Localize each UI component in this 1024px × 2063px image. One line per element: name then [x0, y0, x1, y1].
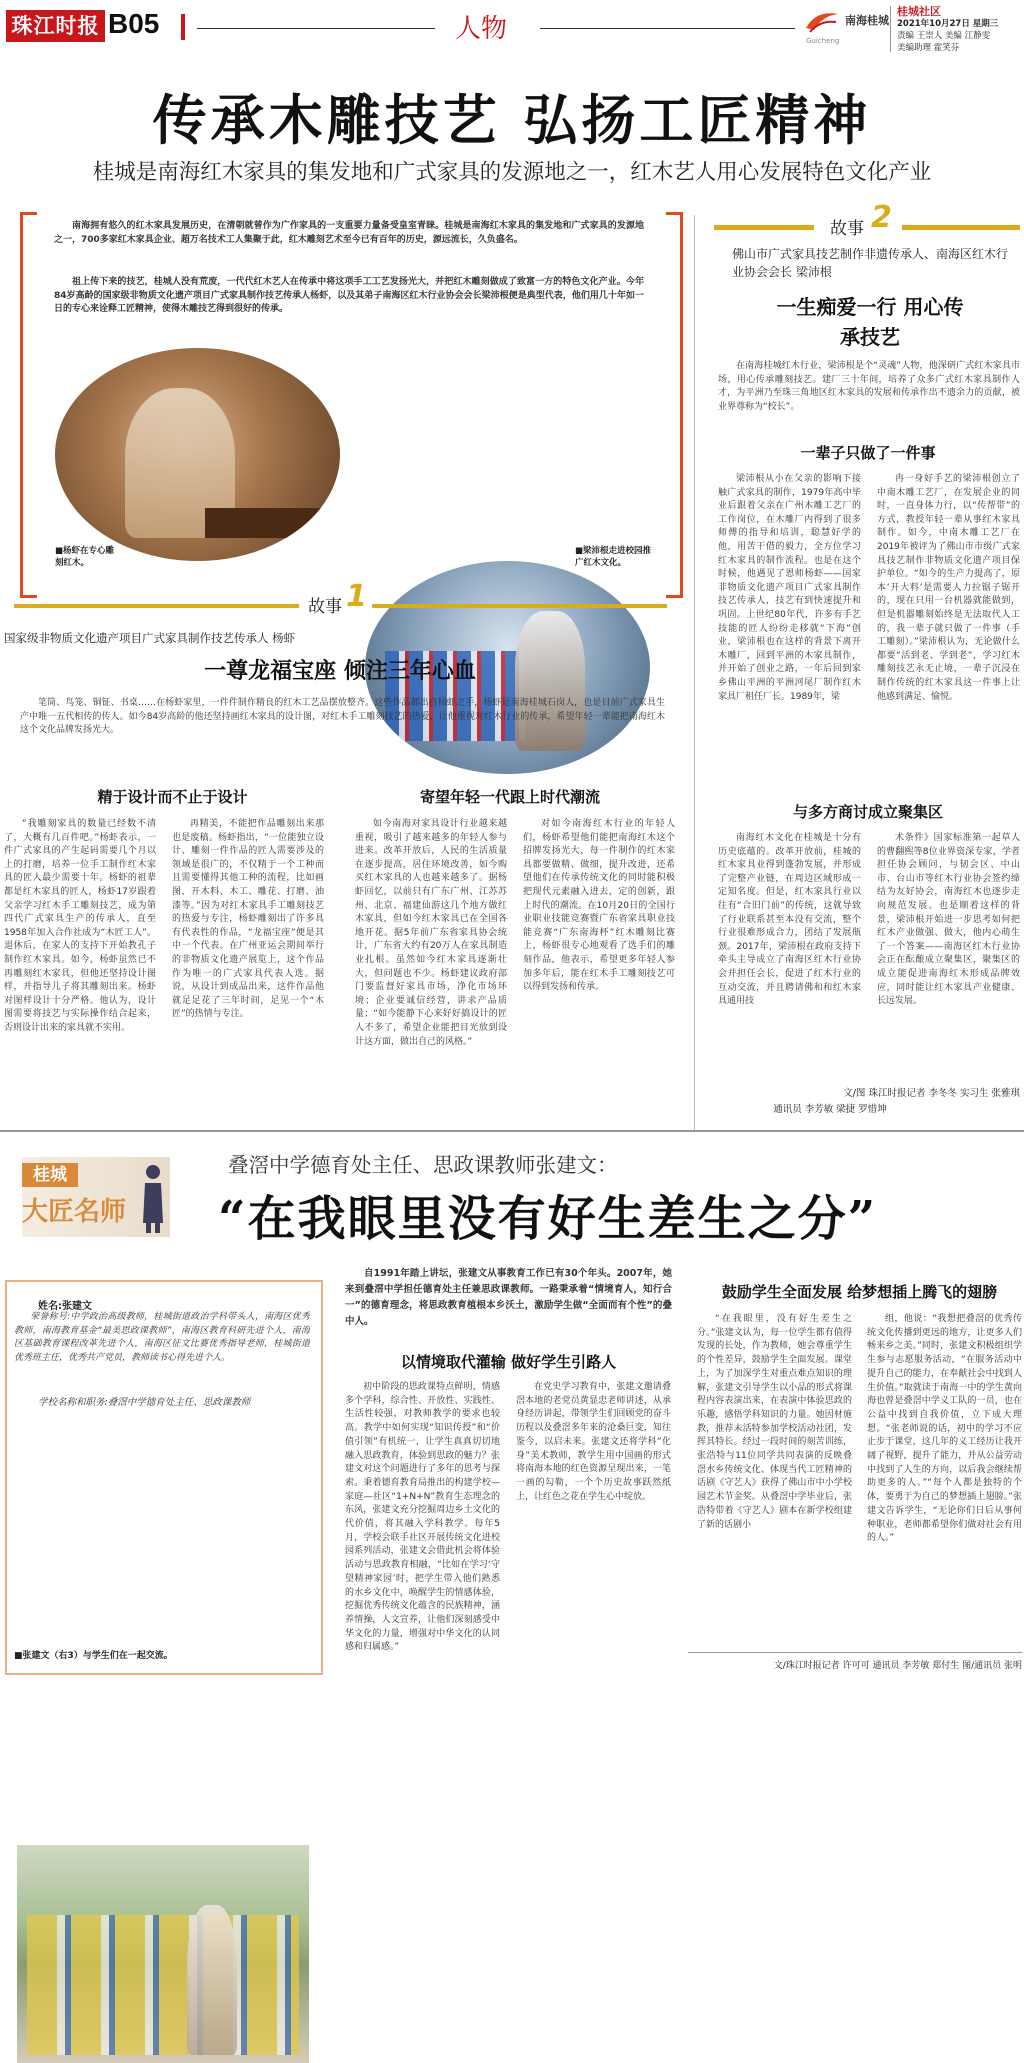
feature1-headline: 传承木雕技艺 弘扬工匠精神: [152, 88, 872, 152]
feature2-byline-rule: [688, 1652, 1022, 1653]
badge-line-2: 大匠名师: [22, 1197, 127, 1227]
story2-section1-col2: 冉一身好手艺的梁沛根创立了中南木雕工艺厂，在发展企业的同时，一直身体力行，以“传帮带”的方式，教授年轻一辈从事红木家具制作。如今，中南木雕工艺厂在2019年被评为了佛山市市级广式家具技艺制作非物质文化遗产项目保护单位。“如今的生产力提高了，原本‘开大料’是需要人力拉锯子锯开的，现在只用一台机器就能做到，但是机器雕刻始终是无法取代人工的，我一辈子就只做了一件事（手工雕刻）。”梁沛根认为，无论做什么都要“活到老、学到老”，学习红木雕刻技艺永无止境，一辈子沉浸在制作传统的红木家具这一件事上让他感到满足、愉悦。: [877, 474, 1020, 702]
intro-bracket-right: [666, 212, 683, 598]
story2-section1-title: 一辈子只做了一件事: [800, 444, 936, 462]
rule-right: [540, 28, 795, 29]
brand-name: 南海桂城: [845, 14, 889, 27]
story1-section1-col1: “我雕刻家具的数量已经数不清了，大概有几百件吧。”杨虾表示，一件广式家具的产生起码需要几个月以上的打磨，培养一位手工制作红木家具的匠人最少需要十年。杨虾的祖辈都是红木家具的匠人，杨虾17岁跟着父亲学习红木手工雕刻技艺，成为第四代广式家具生产的传承人，直至1958年加入合作社成为“木匠工人”。退休后，在家人的支持下开始教孔子制作红木家具。如今，杨虾虽然已不再雕刻红木家具，但他还坚持设计图样，并指导儿子将其雕刻出来。杨虾对图样设计十分严格。他认为，设计图需要将技艺与实际操作结合起来，否则设计出来的家具就不实用。: [4, 819, 156, 1033]
editor-credit: 责编 王崇人 美编 江静雯: [897, 31, 991, 41]
section-name: 人物: [455, 14, 508, 44]
story1-rule-right: [372, 604, 667, 608]
badge-line-1: 桂城: [22, 1163, 78, 1187]
story2-title: 一生痴爱一行 用心传承技艺: [776, 295, 964, 349]
feature2-section1-title: 以情境取代灌输 做好学生引路人: [400, 1353, 617, 1371]
photo-yang-xia-carving: [55, 348, 340, 561]
profile-name: 姓名:张建文: [38, 1301, 92, 1312]
rule-left: [197, 28, 435, 29]
feature2-section1-col1: 初中阶段的思政课特点鲜明，情感多个学科，综合性、开放性、实践性、生活性较强，对教师教学的要求也较高。教学中如何实现“知识传授”和“价值引领”有机统一，让学生真真切切地融入思政教育，体验到思政的魅力？张建文对这个问题进行了多年的思考与探索。秉着德育教育局推出的构建学校—家庭—社区“1+N+N”教育生态理念的东风，张建文充分挖掘周边乡土文化的代价值，将其融入学科教学。每年5月，学校会联手社区开展传统文化进校园系列活动，张建文会借此机会将体验活动与思政教育相融，“比如在学习‘守望精神家园’时，把学生带入他们熟悉的水乡文化中，唤醒学生的情感体验，挖掘优秀传统文化蕴含的民族精神，涵养情操，人文宣养，让他们深刻感受中华文化的力量，增强对中华文化的认同感和归属感。”: [345, 1382, 500, 1653]
story2-rule-left: [714, 225, 814, 230]
page-number-bar: [181, 14, 185, 40]
teacher-figure: [187, 1905, 237, 2055]
masthead-divider: [890, 6, 891, 52]
badge-figure-icon: [140, 1163, 166, 1233]
feature2-headline: “在我眼里没有好生差生之分”: [218, 1191, 878, 1247]
story2-section2-col1: 南海红木文化在桂城是十分有历史底蕴的。改革开放前，桂城的红木家具业得到蓬勃发展，并形成了完整产业链，在周边区域形成一定知名度。但是，红木家具行业以往有“合旧门前”的传统，这就导致了行业联系甚至本没有交流，整个行业很难形成合力，团结了发展瓶颈。2017年，梁沛根在政府支持下牵头主导成立了南海区红木行业协会并担任会长，促进了红木行业的互动交流，并且聘请佛和和红木家具通用技: [718, 833, 861, 1007]
photo-teacher-with-students: [17, 1845, 309, 2063]
profile-honors: 荣誉称号:中学政治高级教师，桂城街道政治学科带头人，南海区优秀教师，南海教育基金“最美思政课教师”，南海区教育科研先进个人，南海区基础教育课程改革先进个人，南海区征文比赛优秀指导老师，桂城街道优秀班主任，优秀共产党员，教师读书心得先进个人。: [14, 1312, 310, 1363]
story1-label: 故事: [308, 597, 342, 617]
story2-person: 佛山市广式家具技艺制作非遗传承人、南海区红木行业协会会长 梁沛根: [732, 247, 1009, 279]
column-divider: [694, 215, 695, 1130]
feature2-kicker: 叠滘中学德育处主任、思政课教师张建文：: [228, 1153, 618, 1177]
story1-section2-col1: 如今南海对家具设计行业越来越重视，吸引了越来越多的年轻人参与进来。改革开放后，人民的生活质量在逐步提高，居住环境改善，如今购买红木家具的人也越来越多了。据杨虾回忆，以前只有广东广州、江苏苏州、北京、福建仙游这几个地方做红木家具，但如今红木家具已在全国各地开花。据5年前广东省家具协会统计，广东省大约有20万人在家具制造业扎根。虽然如今红木家具逐渐壮大，但问题也不少。杨虾建议政府部门要监督好家具市场，净化市场环境；企业要诚信经营，讲求产品质量；“如今能静下心来好好搞设计的匠人不多了，希望企业能把目光放到设计这方面，做出自己的风格。”: [355, 819, 507, 1047]
story1-section2-title: 寄望年轻一代跟上时代潮流: [419, 788, 600, 806]
intro-paragraph-1: 南海拥有悠久的红木家具发展历史，在清朝就曾作为广作家具的一支重要力量备受皇室青睐。桂城是南海红木家具的集发地和广式家具的发源地之一，700多家红木家具企业、超万名技术工人集聚于此，红木雕刻艺术至今已有百年的历史，源远流长，久负盛名。: [54, 221, 644, 245]
byline-1: 文/图 珠江时报记者 李冬冬 实习生 张雅琪: [843, 1088, 1020, 1099]
feature2-section1-col2: 在党史学习教育中，张建文邀请叠滘本地的老党员黄显忠老师讲述，从承身经历讲起，带领学生们回顾党的奋斗历程以及叠滘多年来的沧桑巨变，知往鉴今，以启未来。张建文还将学科“化身”美术教师，教学生用中国画的形式将南海本地的红色资源呈现出来，一笔一画的勾勒，一个个历史故事跃然纸上，让红色之花在学生心中绽放。: [516, 1382, 671, 1502]
photo2-caption: ■梁沛根走进校园推广红木文化。: [575, 546, 652, 568]
story2-section1-col1: 梁沛根从小在父亲的影响下接触广式家具的制作，1979年高中毕业后跟着父亲在广州木雕工艺厂的工作岗位，在木雕厂内得到了很多师傅的指导和培训，聪慧好学的他，用苦干借的毅力，全方位学习红木家具的制作流程。也是在这个时候，他遇见了恩师杨虾——国家非物质文化遗产项目广式家具制作技艺传承人，技艺有到快速提升和巩固。上世纪80年代，许多有手艺技能的匠人纷纷走移就“下海”创业，梁沛根也在这样的背景下离开木雕厂，回到平洲的木家具制作，并开始了创业之路，一年后回到家乡佛山平洲的平洲河尾厂制作红木家具厂租任厂长。1989年，梁: [718, 474, 861, 702]
workbench: [205, 508, 325, 538]
story1-person: 国家级非物质文化遗产项目广式家具制作技艺传承人 杨虾: [4, 631, 296, 645]
story2-rule-right: [902, 225, 1020, 230]
brand-logo-icon: [804, 8, 840, 34]
feature2-section2-col1: “在我眼里，没有好生差生之分。”张建文认为，每一位学生都有值得发现的长处，作为教师，她会尊重学生的个性差异，鼓励学生全面发展。课堂上，为了加深学生对重点难点知识的理解，张建文引导学生以小品的形式将课程内容表演出来，在表演中体验思政的乐趣，感悟学科知识的力量。她因材施教，推荐未活特参加学校活动社团，发挥其特长。经过一段时间的刻苦训练，张浩特与11位同学共同表演的反映叠滘水乡传统文化、体现当代工匠精神的话剧《守艺人》获得了佛山市中小学校园艺术节金奖。从叠滘中学毕业后，张浩特带着《守艺人》剧本在新学校组建了新的话剧小: [697, 1314, 852, 1530]
story1-number: 1: [346, 579, 367, 614]
story1-lead: 笔筒、鸟笼、铜钲、书桌……在杨虾家里，一件件制作精良的红木工艺品摆放整齐。这些作品都出自杨虾之手，杨虾是南海桂城石岗人，也是目前广式家具生产中唯一五代相传的传人。如今84岁高龄的他还坚持画红木家具的设计图，对红木手工雕刻技艺的热爱，让他重视对红木行业的传承，希望年轻一辈能把南海红木这个文化品牌发扬光大。: [20, 698, 665, 735]
story2-number: 2: [871, 200, 892, 235]
photo3-caption: ■张建文（右3）与学生们在一起交流。: [14, 1651, 173, 1661]
photo1-caption: ■杨虾在专心雕刻红木。: [55, 546, 115, 568]
column-name: 桂城社区: [897, 5, 941, 18]
story2-label: 故事: [830, 219, 864, 239]
assistant-credit: 美编助理 霍笑芬: [897, 43, 960, 53]
story1-rule-left: [14, 604, 299, 608]
intro-bracket-left: [20, 212, 37, 598]
feature1-subhead: 桂城是南海红木家具的集发地和广式家具的发源地之一，红木艺人用心发展特色文化产业: [92, 160, 932, 185]
feature2-section2-col2: 组，他说：“我想把叠滘的优秀传统文化传播到更远的地方，让更多人们畅来乡之美。”同时，张建文积极组织学生参与志愿服务活动，“在服务活动中提升自己的能力，在奉献社会中找到人生价值。”取就读于南海一中的学生黄向海也曾是叠滘中学义工队的一员，也在公益中找到自我价值，立下成大理想。“张老师说的话，初中的学习不应止步于课堂，这几年的义工经历让我开阔了视野，提升了能力，并从公益劳动中找到了人生的方向，以后我会继续帮助更多的人。”“每个人都是独特的个体，要勇于为自己的梦想插上翅膀。”张建文告诉学生，“无论你们日后从事何种职业，老师都希望你们做对社会有用的人。”: [867, 1314, 1022, 1544]
story2-lead: 在南海桂城红木行业，梁沛根是个“灵魂”人物，他深研广式红木家具市场，用心传承雕刻技艺。建厂三十年间，培养了众多广式红木家具制作人才，为平洲乃至珠三角地区红木家具的发展和传承作出不遗余力的贡献，被业界尊称为“校长”。: [718, 361, 1020, 412]
newspaper-logo: 珠江时报: [6, 10, 105, 42]
intro-paragraph-2: 祖上传下来的技艺，桂城人没有荒废，一代代红木艺人在传承中将这项手工工艺发扬光大，并把红木雕刻做成了致富一方的特色文化产业。今年84岁高龄的国家级非物质文化遗产项目广式家具制作技艺传承人杨虾，以及其弟子南海区红木行业协会会长梁沛根便是典型代表，他们用几十年如一日的专心来诠释工匠精神，使得木雕技艺得到很好的传承。: [54, 277, 644, 314]
story1-section1-title: 精于设计而不止于设计: [97, 788, 248, 806]
feature2-section2-title: 鼓励学生全面发展 给梦想插上腾飞的翅膀: [721, 1283, 998, 1301]
story1-title: 一尊龙福宝座 倾注三年心血: [204, 659, 476, 684]
profile-post: 学校名称和职务:叠滘中学德育处主任、思政课教师: [38, 1397, 251, 1408]
feature2-intro: 自1991年踏上讲坛，张建文从事教育工作已有30个年头。2007年，她来到叠滘中学担任德育处主任兼思政课教师。一路秉承着“情境育人，知行合一”的德育理念，将思政教育植根本乡沃土，激励学生做“全面而有个性”的叠中人。: [345, 1268, 672, 1327]
feature2-top-rule: [0, 1130, 1024, 1132]
story1-section1-col2: 再精美，不能把作品雕刻出来那也是废稿。杨虾指出，“一位能独立设计、雕刻一件作品的匠人需要涉及的领域是很广的，不仅精于一个工种而且需要懂得其他工种的流程，比如画图、开木料、木工、雕花、打磨、油漆等。”因为对红木家具手工雕刻技艺的热爱与专注，杨虾雕刻出了许多具有代表性的作品，“龙福宝座”便是其中一个代表。在广州亚运会期间举行的非物质文化遗产展览上，这个作品作为唯一的广式家具代表人选。据说，从设计到成品出来，这件作品他就足足花了三年时间，足见一个“木匠”的热情与专注。: [172, 819, 324, 1020]
issue-date: 2021年10月27日 星期三: [897, 19, 999, 29]
page-number: B05: [108, 8, 160, 39]
story2-section2-title: 与多方商讨成立聚集区: [792, 803, 943, 821]
feature2-byline: 文/珠江时报记者 许可可 通讯员 李芳敏 郑付生 图/通讯员 张明: [773, 1661, 1022, 1671]
master-craftsman-badge: [22, 1157, 170, 1237]
students-row: [27, 1915, 299, 2055]
story1-section2-col2: 对如今南海红木行业的年轻人们，杨虾希望他们能把南海红木这个招牌发扬光大，每一件制作的红木家具都要做精、做细，提升改进，还希望他们在传承传统文化的同时能积极把现代元素融入进去，定的创新，跟上时代的潮流。在10月20日的全国行业职业技能竞赛暨广东省家具职业技能竞赛“广东南海杯”红木雕刻比赛上，杨虾很专心地观看了选手们的雕刻作品，他表示，希望更多年轻人参加多年后，能在红木手工雕刻技艺可以得到发扬和传承。: [523, 819, 675, 993]
brand-en: Guicheng: [806, 37, 840, 45]
byline-2: 通讯员 李芳敏 梁捷 罗惜坤: [773, 1104, 887, 1115]
masthead: [0, 0, 1024, 55]
story2-section2-col2: 术条件》国家标准第一起草人的曹翻熙等8位业界资深专家，学者担任协会顾问，与韧会区、中山市、台山市等红木行业协会签约缔结为友好协会，南海红木也逐步走向规范发展。也是顺着这样的背景，梁沛根开始进一步思考如何把红木产业做强、做大，他内心萌生了一个答案——南海区红木行业协会正在酝酿成立聚集区，聚集区的成立能促进南海红木形成品牌效应，同时能让红木家具产业健康、长远发展。: [877, 833, 1020, 1007]
